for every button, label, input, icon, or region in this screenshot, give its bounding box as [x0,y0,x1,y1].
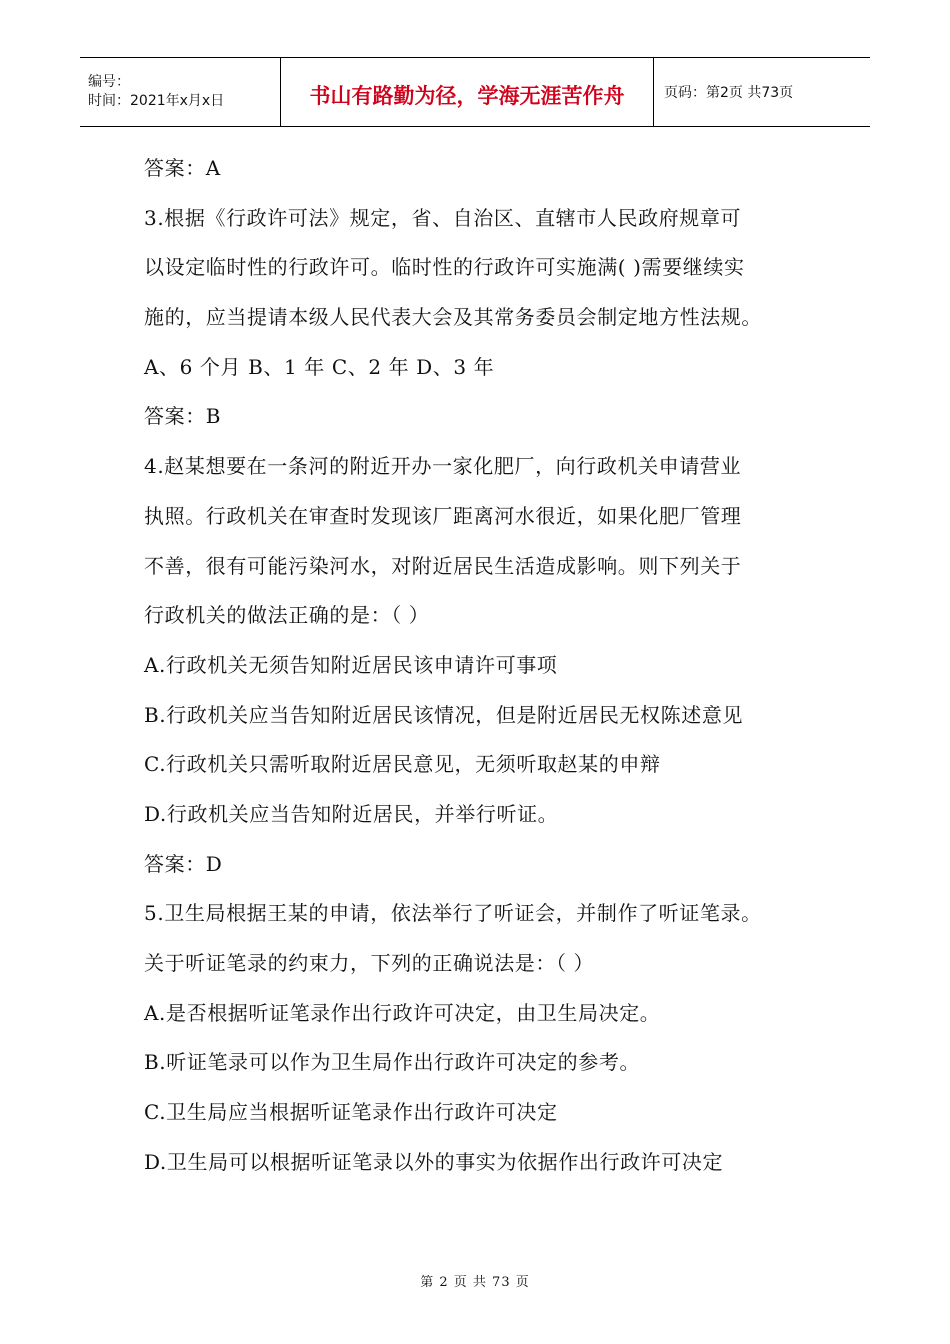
text-line: 行政机关的做法正确的是：（ ） [144,603,430,628]
text-line: D.卫生局可以根据听证笔录以外的事实为依据作出行政许可决定 [144,1149,724,1174]
text-line: 施的，应当提请本级人民代表大会及其常务委员会制定地方性法规。 [144,305,762,330]
text-line: 不善，很有可能污染河水，对附近居民生活造成影响。则下列关于 [144,553,742,578]
text-line: 答案：D [144,851,223,876]
text-line: B.行政机关应当告知附近居民该情况，但是附近居民无权陈述意见 [144,702,744,727]
text-line: A.是否根据听证笔录作出行政许可决定，由卫生局决定。 [144,1000,661,1025]
text-line: 5.卫生局根据王某的申请，依法举行了听证会，并制作了听证笔录。 [144,901,762,926]
text-line: 答案：B [144,404,222,429]
text-line: A.行政机关无须告知附近居民该申请许可事项 [144,652,558,677]
text-line: A、6 个月 B、1 年 C、2 年 D、3 年 [144,354,495,379]
document-body [144,156,824,1199]
document-date: 时间：2021年x月x日 [88,93,225,109]
text-line: B.听证笔录可以作为卫生局作出行政许可决定的参考。 [144,1050,641,1075]
text-line: 关于听证笔录的约束力，下列的正确说法是：（ ） [144,951,595,975]
text-line: C.卫生局应当根据听证笔录作出行政许可决定 [144,1100,558,1125]
header-motto: 书山有路勤为径，学海无涯苦作舟 [281,58,654,126]
text-line: 执照。行政机关在审查时发现该厂距离河水很近，如果化肥厂管理 [144,503,742,528]
page-header [80,57,870,127]
text-line: C.行政机关只需听取附近居民意见，无须听取赵某的申辩 [144,752,661,777]
header-page-info: 页码：第2页 共73页 [664,85,794,101]
page-footer: 第 2 页 共 73 页 [420,1275,530,1290]
text-line: 以设定临时性的行政许可。临时性的行政许可实施满( )需要继续实 [144,255,745,280]
header-meta [80,58,281,126]
document-number-label: 编号： [88,74,130,90]
text-line: 3.根据《行政许可法》规定，省、自治区、直辖市人民政府规章可 [144,205,742,230]
text-line: 4.赵某想要在一条河的附近开办一家化肥厂，向行政机关申请营业 [144,454,742,479]
text-line: 答案：A [144,156,221,180]
text-line: D.行政机关应当告知附近居民，并举行听证。 [144,801,559,826]
